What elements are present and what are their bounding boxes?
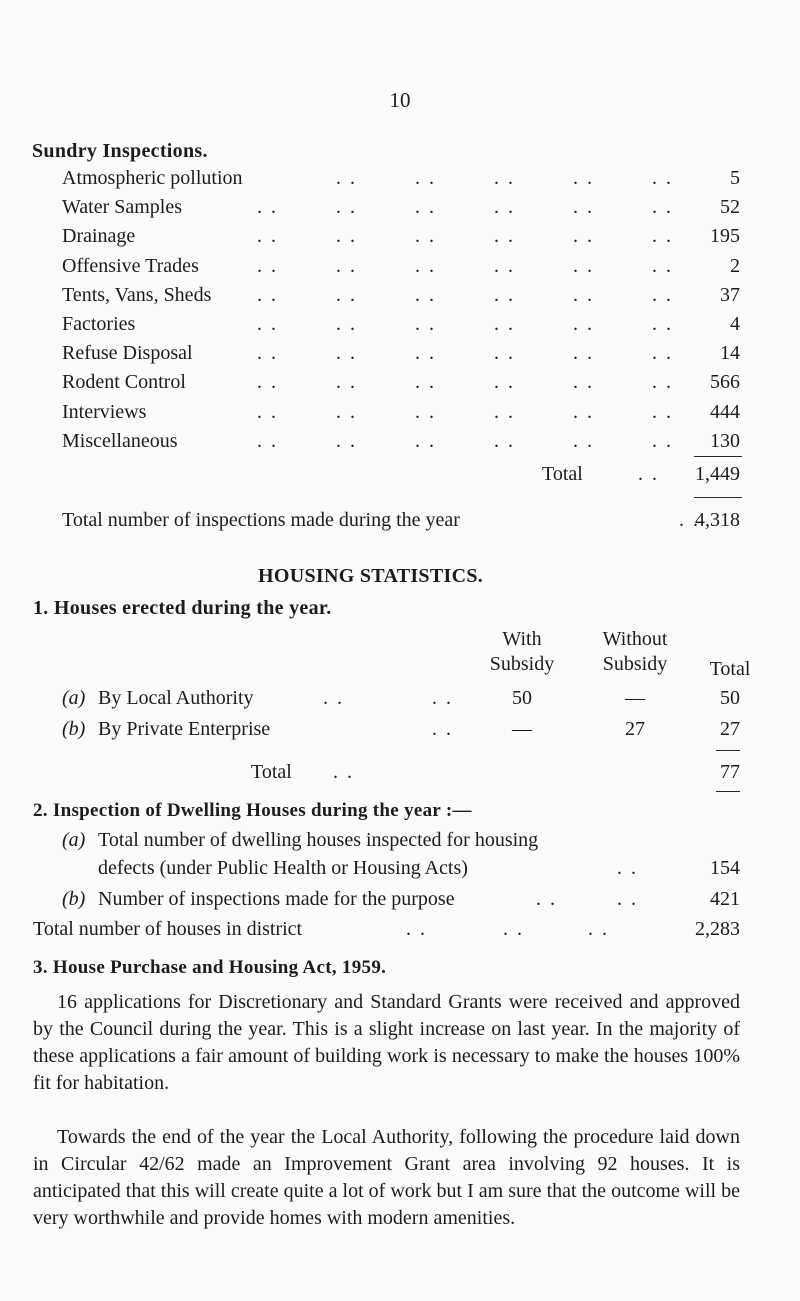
leader-dots: . . [617, 888, 638, 910]
leader-dots: . . [333, 761, 354, 783]
leader-dots: . . [323, 687, 344, 709]
sundry-total-value: 1,449 [695, 463, 740, 485]
leader-dots: . . [257, 401, 278, 423]
sundry-item-label: Miscellaneous [62, 430, 178, 452]
sundry-item-value: 5 [730, 167, 740, 189]
leader-dots: . . [494, 196, 515, 218]
sundry-row [62, 313, 740, 339]
leader-dots: . . [652, 342, 673, 364]
housing-total-label: Total [251, 761, 292, 783]
row-a-without: — [625, 687, 645, 709]
leader-dots: . . [573, 167, 594, 189]
sundry-item-label: Offensive Trades [62, 255, 199, 277]
leader-dots: . . [415, 196, 436, 218]
sundry-item-value: 52 [720, 196, 740, 218]
row-a-with: 50 [512, 687, 532, 709]
sundry-row [62, 430, 740, 456]
leader-dots: . . [415, 167, 436, 189]
sundry-row [62, 225, 740, 251]
col-without-line2: Subsidy [602, 653, 668, 675]
leader-dots: . . [336, 225, 357, 247]
section2-heading: 2. Inspection of Dwelling Houses during the year :— [33, 800, 472, 821]
col-with-line1: With [502, 628, 542, 650]
s2-a-line1: Total number of dwelling houses inspected for housing [98, 829, 539, 851]
s2-b-prefix: (b) [62, 888, 86, 910]
leader-dots: . . [415, 284, 436, 306]
s2-b-value: 421 [710, 888, 740, 910]
sundry-row [62, 255, 740, 281]
leader-dots: . . [257, 342, 278, 364]
housing-total-rule-top [716, 750, 740, 751]
col-without-line1: Without [602, 628, 668, 650]
leader-dots: . . [336, 430, 357, 452]
leader-dots: . . [257, 313, 278, 335]
leader-dots: . . [494, 284, 515, 306]
sundry-heading: Sundry Inspections. [32, 140, 208, 162]
leader-dots: . . [652, 401, 673, 423]
s2-a-value: 154 [710, 857, 740, 879]
sundry-item-label: Rodent Control [62, 371, 186, 393]
row-a-prefix: (a) [62, 687, 86, 709]
leader-dots: . . [415, 255, 436, 277]
leader-dots: . . [573, 196, 594, 218]
sundry-row [62, 371, 740, 397]
leader-dots: . . [573, 371, 594, 393]
row-a-label: By Local Authority [98, 687, 254, 709]
leader-dots: . . [652, 167, 673, 189]
leader-dots: . . [336, 371, 357, 393]
sundry-total-label: Total [542, 463, 583, 485]
leader-dots: . . [257, 255, 278, 277]
s2-total-label: Total number of houses in district [33, 918, 303, 940]
leader-dots: . . [652, 196, 673, 218]
leader-dots: . . [336, 196, 357, 218]
sundry-item-label: Interviews [62, 401, 147, 423]
sundry-item-value: 130 [710, 430, 740, 452]
leader-dots: . . [415, 342, 436, 364]
leader-dots: . . [257, 430, 278, 452]
row-b-with: — [512, 718, 532, 740]
leader-dots: . . [494, 401, 515, 423]
s3-paragraph-2-text: Towards the end of the year the Local Authority, following the procedure laid down in Circular 42/62 made an Improvement Grant area involving 92 houses. It is anticipated that this will create quite a lot of work but I am sure that the outcome will be very worthwhile and provide homes with modern amenities. [33, 1126, 740, 1229]
total-rule-bottom [694, 497, 742, 498]
housing-total-rule-bottom [716, 791, 740, 792]
leader-dots: . . [573, 401, 594, 423]
leader-dots: . . [494, 342, 515, 364]
leader-dots: . . [652, 371, 673, 393]
row-b-without: 27 [625, 718, 645, 740]
sundry-item-value: 195 [710, 225, 740, 247]
leader-dots: . . [336, 313, 357, 335]
leader-dots: . . [494, 430, 515, 452]
section1-heading: 1. Houses erected during the year. [33, 597, 332, 619]
sundry-item-value: 14 [720, 342, 740, 364]
housing-total-value: 77 [720, 761, 740, 783]
leader-dots: . . [573, 430, 594, 452]
col-total: Total [709, 658, 751, 680]
leader-dots: . . [652, 255, 673, 277]
leader-dots: . . [573, 225, 594, 247]
total-rule-top [694, 456, 742, 457]
leader-dots: . . [336, 342, 357, 364]
s3-paragraph-1-text: 16 applications for Discretionary and Standard Grants were received and approved by the Council during the year. This is a slight increase on last year. In the majority of these applications a fair amount of building work is necessary to make the houses 100% fit for habitation. [33, 991, 740, 1094]
sundry-item-label: Drainage [62, 225, 136, 247]
leader-dots: . . [573, 284, 594, 306]
leader-dots: . . [652, 225, 673, 247]
leader-dots: . . [573, 313, 594, 335]
page-number: 10 [389, 88, 411, 112]
sundry-row [62, 342, 740, 368]
leader-dots: . . [494, 225, 515, 247]
leader-dots: . . [573, 255, 594, 277]
leader-dots: . . [494, 313, 515, 335]
sundry-item-value: 444 [710, 401, 740, 423]
section3-heading: 3. House Purchase and Housing Act, 1959. [33, 957, 387, 978]
row-a-total: 50 [720, 687, 740, 709]
s2-a-prefix: (a) [62, 829, 86, 851]
leader-dots: . . [679, 509, 700, 531]
leader-dots: . . [336, 401, 357, 423]
leader-dots: . . [494, 371, 515, 393]
leader-dots: . . [415, 313, 436, 335]
grand-total-row [62, 509, 740, 535]
row-b-total: 27 [720, 718, 740, 740]
sundry-row [62, 401, 740, 427]
leader-dots: . . [432, 718, 453, 740]
sundry-item-label: Water Samples [62, 196, 183, 218]
sundry-item-label: Factories [62, 313, 136, 335]
sundry-item-value: 37 [720, 284, 740, 306]
s3-paragraph-2 [33, 1124, 740, 1232]
sundry-row [62, 284, 740, 310]
leader-dots: . . [652, 284, 673, 306]
row-b-label: By Private Enterprise [98, 718, 271, 740]
leader-dots: . . [638, 463, 659, 485]
leader-dots: . . [588, 918, 609, 940]
grand-total-value: 4,318 [695, 509, 740, 531]
leader-dots: . . [336, 255, 357, 277]
leader-dots: . . [336, 167, 357, 189]
leader-dots: . . [257, 225, 278, 247]
sundry-item-label: Refuse Disposal [62, 342, 193, 364]
col-with-line2: Subsidy [489, 653, 555, 675]
sundry-item-value: 2 [730, 255, 740, 277]
leader-dots: . . [257, 371, 278, 393]
leader-dots: . . [257, 284, 278, 306]
sundry-item-label: Tents, Vans, Sheds [62, 284, 212, 306]
grand-total-label: Total number of inspections made during the year [62, 509, 460, 531]
s2-total-value: 2,283 [695, 918, 740, 940]
leader-dots: . . [536, 888, 557, 910]
leader-dots: . . [406, 918, 427, 940]
s2-b-label: Number of inspections made for the purpose [98, 888, 455, 910]
leader-dots: . . [336, 284, 357, 306]
leader-dots: . . [415, 401, 436, 423]
leader-dots: . . [432, 687, 453, 709]
sundry-item-value: 566 [710, 371, 740, 393]
s3-paragraph-1 [33, 989, 740, 1097]
sundry-row [62, 196, 740, 222]
leader-dots: . . [573, 342, 594, 364]
leader-dots: . . [415, 371, 436, 393]
leader-dots: . . [257, 196, 278, 218]
leader-dots: . . [503, 918, 524, 940]
sundry-total-row [62, 463, 740, 489]
housing-heading: HOUSING STATISTICS. [258, 565, 484, 587]
sundry-item-value: 4 [730, 313, 740, 335]
row-b-prefix: (b) [62, 718, 86, 740]
leader-dots: . . [415, 225, 436, 247]
leader-dots: . . [652, 313, 673, 335]
s2-a-line2: defects (under Public Health or Housing Acts) [98, 857, 468, 879]
leader-dots: . . [494, 167, 515, 189]
leader-dots: . . [494, 255, 515, 277]
sundry-item-label: Atmospheric pollution [62, 167, 243, 189]
leader-dots: . . [652, 430, 673, 452]
leader-dots: . . [617, 857, 638, 879]
sundry-row [62, 167, 740, 193]
leader-dots: . . [415, 430, 436, 452]
